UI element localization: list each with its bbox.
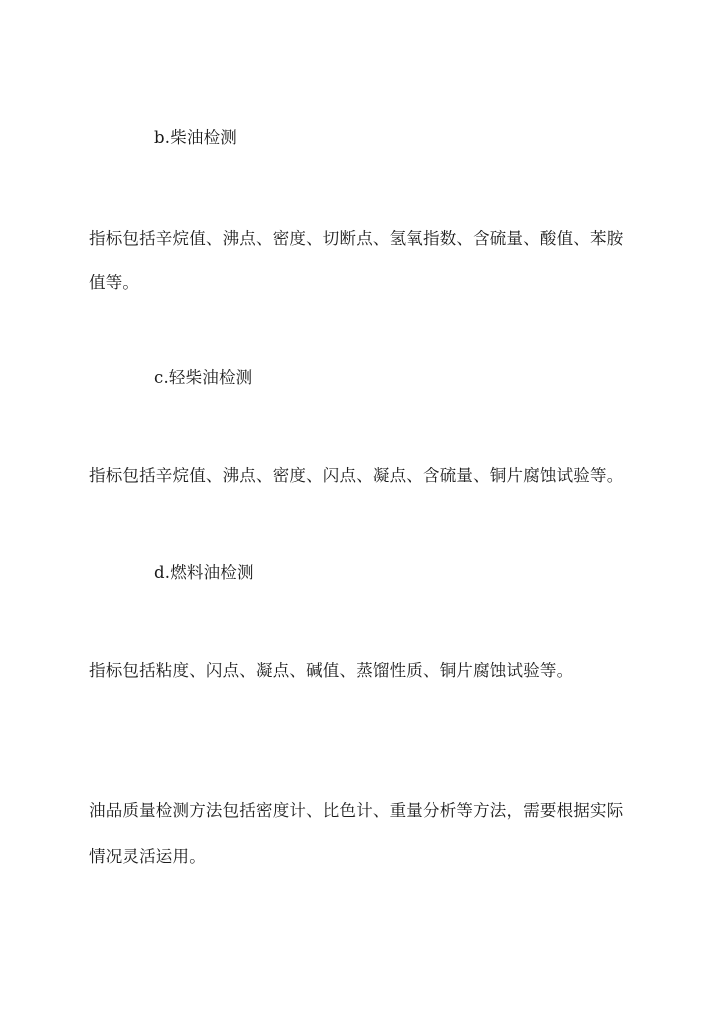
section-heading-diesel: b.柴油检测 [154, 128, 238, 147]
summary-line-2: 情况灵活运用。 [89, 847, 206, 866]
light-diesel-indicators-line: 指标包括辛烷值、沸点、密度、闪点、凝点、含硫量、铜片腐蚀试验等。 [89, 466, 624, 485]
section-heading-fuel-oil: d.燃料油检测 [154, 563, 254, 582]
diesel-indicators-line-2: 值等。 [89, 273, 140, 292]
summary-line-1: 油品质量检测方法包括密度计、比色计、重量分析等方法，需要根据实际 [89, 801, 624, 820]
fuel-oil-indicators-line: 指标包括粘度、闪点、凝点、碱值、蒸馏性质、铜片腐蚀试验等。 [89, 661, 574, 680]
diesel-indicators-line-1: 指标包括辛烷值、沸点、密度、切断点、氢氧指数、含硫量、酸值、苯胺 [89, 229, 624, 248]
section-heading-light-diesel: c.轻柴油检测 [154, 368, 253, 387]
